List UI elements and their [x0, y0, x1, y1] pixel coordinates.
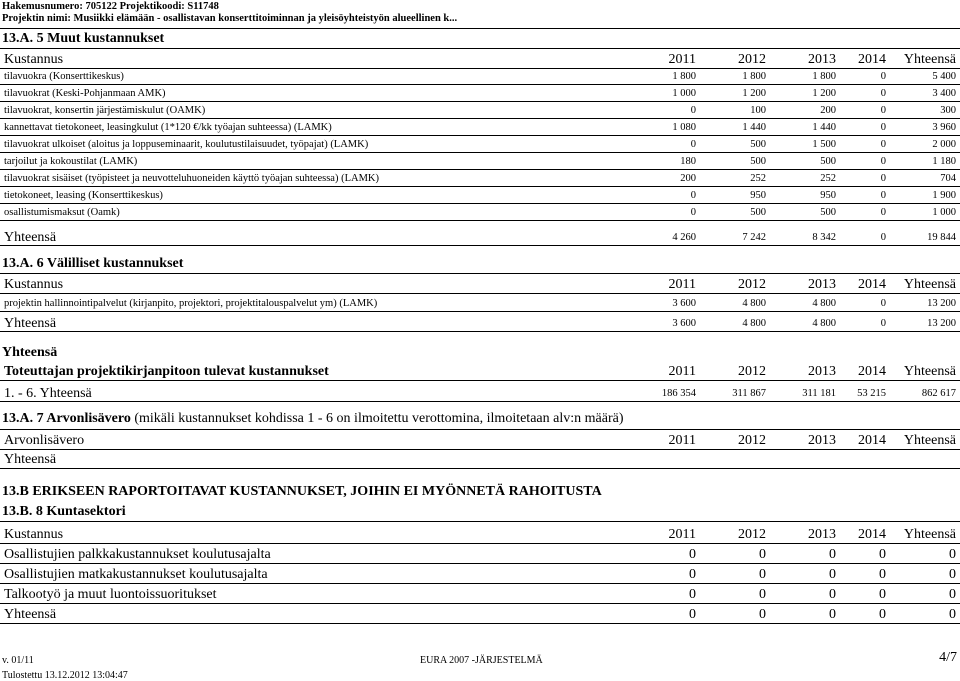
cell: 311 867	[700, 381, 770, 401]
cell: 0	[770, 603, 840, 623]
col-header: Yhteensä	[890, 275, 960, 294]
cell: 0	[840, 102, 890, 119]
section-5-table	[0, 68, 960, 221]
cell: 1 180	[890, 153, 960, 170]
col-header: Arvonlisävero	[0, 431, 620, 450]
cell: 0	[620, 187, 700, 204]
cell: 0	[840, 225, 890, 245]
section-5-total-table	[0, 225, 960, 246]
cell: 13 200	[890, 312, 960, 332]
section-b8-table	[0, 523, 960, 624]
footer-system: EURA 2007 -JÄRJESTELMÄ	[420, 655, 543, 666]
header-line1: Hakemusnumero: 705122 Projektikoodi: S11748	[2, 1, 219, 12]
col-header: 2012	[700, 523, 770, 543]
table-row	[0, 136, 960, 153]
cell: 53 215	[840, 381, 890, 401]
cell: projektin hallinnointipalvelut (kirjanpito, projektori, projektitalouspalvelut ym) (LAMK)	[0, 295, 620, 312]
table-row	[0, 583, 960, 603]
footer-page-number: 4/7	[939, 650, 957, 665]
section-7-title	[2, 411, 623, 427]
col-header: 2014	[840, 275, 890, 294]
total-row	[0, 225, 960, 245]
section-7-rule	[0, 429, 960, 430]
col-header: 2013	[770, 523, 840, 543]
cell: 0	[840, 295, 890, 312]
cell: 1 500	[770, 136, 840, 153]
cell: Osallistujien matkakustannukset koulutusajalta	[0, 563, 620, 583]
col-header: Kustannus	[0, 50, 620, 69]
cell: 0	[770, 543, 840, 563]
cell: 3 960	[890, 119, 960, 136]
table-row	[0, 187, 960, 204]
col-header: Yhteensä	[890, 523, 960, 543]
total-label: Yhteensä	[0, 603, 620, 623]
cell: 1 080	[620, 119, 700, 136]
col-header: 2014	[840, 431, 890, 450]
cell: 0	[620, 583, 700, 603]
col-header: Yhteensä	[890, 431, 960, 450]
cell: 7 242	[700, 225, 770, 245]
section-6-head-table	[0, 275, 960, 294]
section-7-title-note: (mikäli kustannukset kohdissa 1 - 6 on ilmoitettu verottomina, ilmoitetaan alv:n määrä)	[130, 411, 624, 426]
col-header: 2011	[620, 362, 700, 381]
cell: 0	[840, 583, 890, 603]
cell: 0	[890, 543, 960, 563]
cell: tilavuokrat, konsertin järjestämiskulut (OAMK)	[0, 102, 620, 119]
cell: 0	[700, 543, 770, 563]
cell: 950	[700, 187, 770, 204]
cell: 4 800	[770, 312, 840, 332]
col-header: 2012	[700, 50, 770, 69]
section-b8-title: 13.B. 8 Kuntasektori	[2, 504, 126, 519]
col-header: Kustannus	[0, 523, 620, 543]
cell: 200	[620, 170, 700, 187]
footer-printed: Tulostettu 13.12.2012 13:04:47	[2, 670, 128, 681]
cell: 0	[890, 583, 960, 603]
section-5-title: 13.A. 5 Muut kustannukset	[2, 31, 165, 46]
cell: 950	[770, 187, 840, 204]
cell: tilavuokrat ulkoiset (aloitus ja loppuseminaarit, koulutustilaisuudet, työpajat) (LAMK)	[0, 136, 620, 153]
total-label: Yhteensä	[0, 312, 620, 332]
col-header: 2013	[770, 50, 840, 69]
col-header: 2011	[620, 275, 700, 294]
cell: 0	[620, 136, 700, 153]
summary-title: Yhteensä	[2, 345, 58, 360]
cell: 0	[840, 68, 890, 85]
cell: 0	[840, 170, 890, 187]
cell: 186 354	[620, 381, 700, 401]
cell: 500	[700, 153, 770, 170]
cell: 1 000	[620, 85, 700, 102]
cell: 252	[700, 170, 770, 187]
section-6-title: 13.A. 6 Välilliset kustannukset	[2, 256, 184, 271]
col-header: 2011	[620, 431, 700, 450]
cell: 500	[770, 153, 840, 170]
cell: 0	[840, 204, 890, 221]
cell: 0	[840, 603, 890, 623]
total-label: Yhteensä	[0, 450, 620, 469]
cell: 0	[840, 563, 890, 583]
cell: 1 000	[890, 204, 960, 221]
cell: 0	[840, 187, 890, 204]
table-header-row	[0, 50, 960, 69]
cell: 1 900	[890, 187, 960, 204]
total-row	[0, 381, 960, 401]
col-header: 2013	[770, 362, 840, 381]
cell: 3 400	[890, 85, 960, 102]
cell: 3 600	[620, 312, 700, 332]
cell: 0	[840, 543, 890, 563]
cell: 704	[890, 170, 960, 187]
cell: 1 440	[700, 119, 770, 136]
col-header: 2013	[770, 431, 840, 450]
cell: 0	[620, 563, 700, 583]
cell: 311 181	[770, 381, 840, 401]
col-header: Yhteensä	[890, 50, 960, 69]
section-b-title: 13.B ERIKSEEN RAPORTOITAVAT KUSTANNUKSET, JOIHIN EI MYÖNNETÄ RAHOITUSTA	[2, 484, 602, 499]
cell: 19 844	[890, 225, 960, 245]
table-header-row	[0, 275, 960, 294]
cell: 0	[840, 119, 890, 136]
cell: 1 800	[770, 68, 840, 85]
cell: 500	[700, 204, 770, 221]
cell: tietokoneet, leasing (Konserttikeskus)	[0, 187, 620, 204]
cell: 0	[620, 204, 700, 221]
section-5-rule	[0, 48, 960, 49]
cell: 0	[700, 583, 770, 603]
section-6-table	[0, 295, 960, 332]
cell: kannettavat tietokoneet, leasingkulut (1*120 €/kk työajan suhteessa) (LAMK)	[0, 119, 620, 136]
table-row	[0, 204, 960, 221]
cell: tilavuokrat sisäiset (työpisteet ja neuvotteluhuoneiden käyttö työajan suhteessa) (LAMK)	[0, 170, 620, 187]
cell: Talkootyö ja muut luontoissuoritukset	[0, 583, 620, 603]
cell: 0	[770, 583, 840, 603]
cell: 1 200	[700, 85, 770, 102]
col-header: Kustannus	[0, 275, 620, 294]
cell: 252	[770, 170, 840, 187]
cell: 0	[840, 85, 890, 102]
cell: 2 000	[890, 136, 960, 153]
cell: 180	[620, 153, 700, 170]
section-5-head-table	[0, 50, 960, 69]
cell: 1 200	[770, 85, 840, 102]
cell: 4 800	[700, 312, 770, 332]
cell: 3 600	[620, 295, 700, 312]
summary-head-table	[0, 362, 960, 381]
cell: 8 342	[770, 225, 840, 245]
total-row	[0, 312, 960, 332]
footer-version: v. 01/11	[2, 655, 34, 666]
col-header: Yhteensä	[890, 362, 960, 381]
total-row	[0, 450, 960, 469]
total-label: Yhteensä	[0, 225, 620, 245]
summary-table	[0, 381, 960, 402]
cell: 0	[620, 543, 700, 563]
cell: 862 617	[890, 381, 960, 401]
col-header: 2011	[620, 523, 700, 543]
cell: 0	[620, 102, 700, 119]
cell: 300	[890, 102, 960, 119]
cell: 13 200	[890, 295, 960, 312]
cell: 0	[890, 563, 960, 583]
cell: tarjoilut ja kokoustilat (LAMK)	[0, 153, 620, 170]
section-7-head-table	[0, 431, 960, 469]
table-header-row	[0, 523, 960, 543]
cell: 500	[770, 204, 840, 221]
cell: 1 800	[620, 68, 700, 85]
col-header: 2011	[620, 50, 700, 69]
table-row	[0, 68, 960, 85]
col-header: 2012	[700, 362, 770, 381]
cell: 200	[770, 102, 840, 119]
cell: 100	[700, 102, 770, 119]
cell: 0	[700, 603, 770, 623]
document-header	[2, 1, 457, 25]
cell: 0	[840, 136, 890, 153]
cell: osallistumismaksut (Oamk)	[0, 204, 620, 221]
col-header: Toteuttajan projektikirjanpitoon tulevat kustannukset	[0, 362, 620, 381]
header-line2: Projektin nimi: Musiikki elämään - osallistavan konserttitoiminnan ja yleisöyhteistyön alueellinen k...	[2, 13, 458, 24]
cell: 0	[840, 312, 890, 332]
total-label: 1. - 6. Yhteensä	[0, 381, 620, 401]
table-row	[0, 563, 960, 583]
cell: 4 800	[700, 295, 770, 312]
table-row	[0, 295, 960, 312]
table-row	[0, 170, 960, 187]
col-header: 2013	[770, 275, 840, 294]
cell: 5 400	[890, 68, 960, 85]
table-row	[0, 102, 960, 119]
header-divider	[0, 28, 960, 29]
cell: tilavuokrat (Keski-Pohjanmaan AMK)	[0, 85, 620, 102]
cell: 0	[700, 563, 770, 583]
cell: 4 260	[620, 225, 700, 245]
col-header: 2012	[700, 431, 770, 450]
cell: 0	[840, 153, 890, 170]
cell: 1 440	[770, 119, 840, 136]
table-row	[0, 85, 960, 102]
col-header: 2014	[840, 523, 890, 543]
col-header: 2014	[840, 50, 890, 69]
table-row	[0, 543, 960, 563]
total-row	[0, 603, 960, 623]
cell: Osallistujien palkkakustannukset koulutusajalta	[0, 543, 620, 563]
cell: 500	[700, 136, 770, 153]
cell: 0	[620, 603, 700, 623]
cell: 4 800	[770, 295, 840, 312]
section-6-rule	[0, 273, 960, 274]
table-header-row	[0, 362, 960, 381]
cell: 0	[770, 563, 840, 583]
table-row	[0, 153, 960, 170]
cell: 1 800	[700, 68, 770, 85]
section-b8-rule	[0, 521, 960, 522]
cell: 0	[890, 603, 960, 623]
col-header: 2012	[700, 275, 770, 294]
col-header: 2014	[840, 362, 890, 381]
table-row	[0, 119, 960, 136]
table-header-row	[0, 431, 960, 450]
cell: tilavuokra (Konserttikeskus)	[0, 68, 620, 85]
section-7-title-bold: 13.A. 7 Arvonlisävero	[2, 411, 131, 426]
